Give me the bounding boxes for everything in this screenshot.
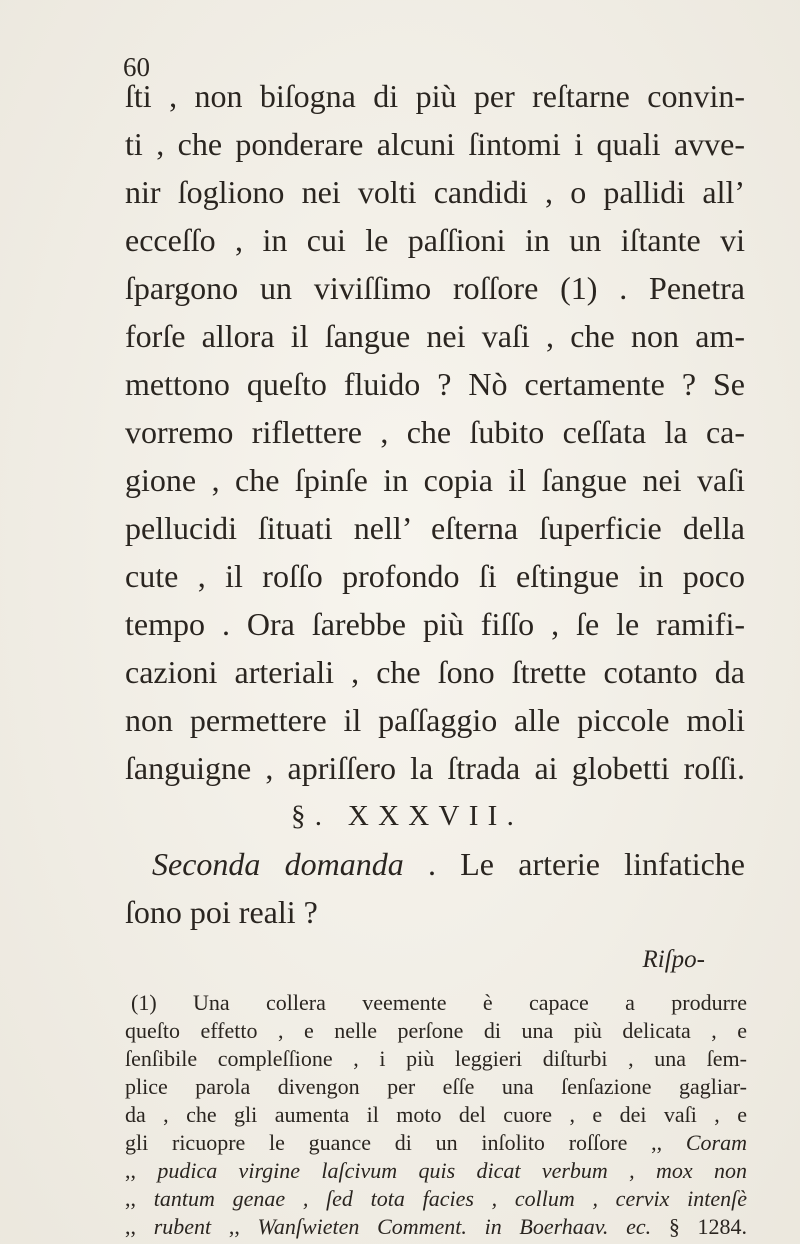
body-line: forſe allora il ſangue nei vaſi , che non am- xyxy=(125,318,745,354)
footnote-latin: Coram xyxy=(685,1130,747,1155)
section-heading: §. XXXVII. xyxy=(291,800,524,832)
footnote-quote-mark: ,, xyxy=(211,1214,258,1239)
footnote-line xyxy=(125,1017,747,1045)
footnote-quote-mark: ,, xyxy=(125,1158,158,1183)
footnote-text: queſto effetto , e nelle perſone di una più delicata , e xyxy=(125,1018,747,1043)
question-label: Seconda domanda xyxy=(152,846,404,882)
body-line: cazioni arteriali , che ſono ſtrette cotanto da xyxy=(125,654,745,690)
footnote-line xyxy=(125,1157,747,1185)
body-line: ſanguigne , apriſſero la ſtrada ai globetti roſſi. xyxy=(125,750,745,786)
footnote-text: gli ricuopre le guance di un inſolito roſſore ,, xyxy=(125,1130,686,1155)
question-line xyxy=(125,840,745,888)
footnote-line xyxy=(125,1073,747,1101)
footnote-line xyxy=(125,1213,747,1241)
page-number: 60 xyxy=(123,52,150,82)
footnote-line xyxy=(125,989,747,1017)
footnote-line xyxy=(125,1129,747,1157)
body-line: cute , il roſſo profondo ſi eſtingue in poco xyxy=(125,558,745,594)
question-text: . Le arterie linfatiche xyxy=(403,846,745,882)
footnote-line xyxy=(125,1185,747,1213)
footnote-line xyxy=(125,1101,747,1129)
catchword: Riſpo- xyxy=(642,946,705,973)
main-text xyxy=(125,72,745,984)
footnote-latin: pudica virgine laſcivum quis dicat verbum , mox non xyxy=(157,1158,747,1183)
body-line: ecceſſo , in cui le paſſioni in un iſtante vi xyxy=(125,222,745,258)
body-line: non permettere il paſſaggio alle piccole moli xyxy=(125,702,745,738)
body-line: nir ſogliono nei volti candidi , o pallidi all’ xyxy=(125,174,745,210)
footnote-text: plice parola divengon per eſſe una ſenſazione gagliar- xyxy=(125,1074,747,1099)
footnote-text: ſenſibile compleſſione , i più leggieri diſturbi , una ſem- xyxy=(125,1046,747,1071)
body-line: tempo . Ora ſarebbe più fiſſo , ſe le ramifi- xyxy=(125,606,745,642)
body-line: mettono queſto fluido ? Nò certamente ? Se xyxy=(125,366,745,402)
footnote-quote-mark: ,, xyxy=(125,1214,154,1239)
body-line: ſpargono un viviſſimo roſſore (1) . Penetra xyxy=(125,270,745,306)
footnote-latin: tantum genae , ſed tota facies , collum , cervix intenſè xyxy=(153,1186,747,1211)
footnote-latin: rubent xyxy=(153,1214,212,1239)
question-continuation: ſono poi reali ? xyxy=(125,894,318,930)
body-line: gione , che ſpinſe in copia il ſangue nei vaſi xyxy=(125,462,745,498)
footnote-quote-mark: ,, xyxy=(125,1186,154,1211)
body-line: ſti , non biſogna di più per reſtarne convin- xyxy=(125,78,745,114)
body-line: pellucidi ſituati nell’ eſterna ſuperficie della xyxy=(125,510,745,546)
footnote-line xyxy=(125,1045,747,1073)
body-line: ti , che ponderare alcuni ſintomi i quali avve- xyxy=(125,126,745,162)
footnote-section-ref: § 1284. xyxy=(651,1214,747,1239)
footnote-text: (1) Una collera veemente è capace a produrre xyxy=(131,990,747,1015)
footnote-citation: Wanſwieten Comment. in Boerhaav. ec. xyxy=(257,1214,652,1239)
body-line: vorremo riflettere , che ſubito ceſſata la ca- xyxy=(125,414,745,450)
footnote xyxy=(125,989,747,1241)
footnote-text: da , che gli aumenta il moto del cuore , e dei vaſi , e xyxy=(125,1102,747,1127)
